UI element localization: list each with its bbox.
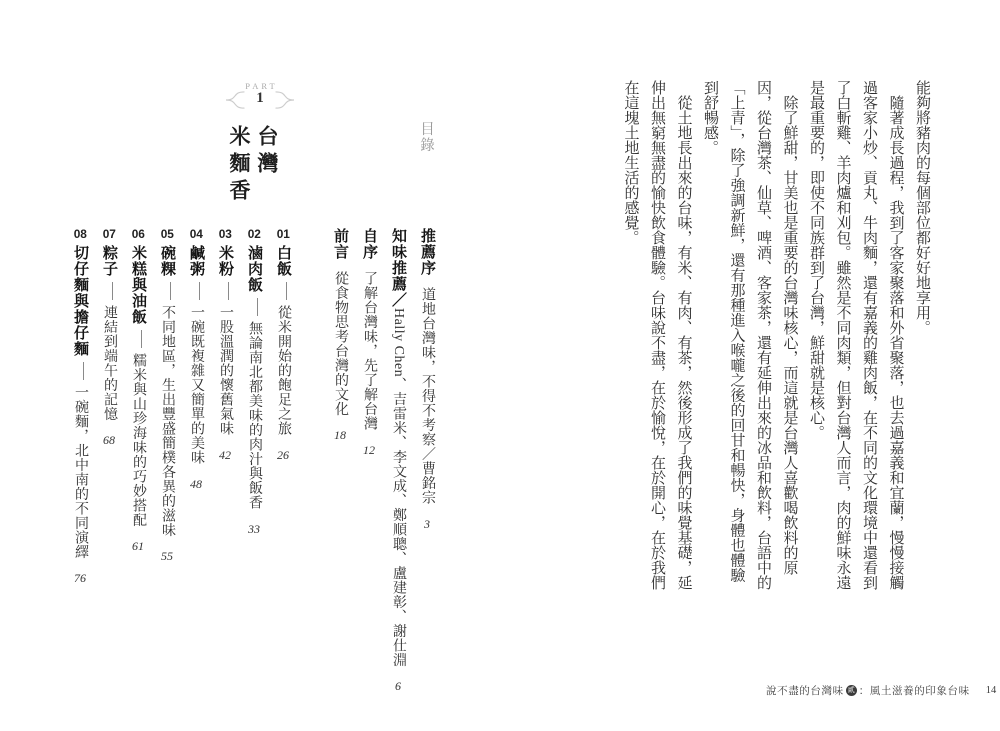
- chapter-page: 61: [132, 540, 144, 552]
- toc-entry-desc: 道地台灣味，不得不考察／曹銘宗: [420, 287, 435, 505]
- toc-entry-foreword: [332, 228, 348, 728]
- toc-entry-self-preface: [361, 228, 377, 728]
- paragraph: 能夠將豬肉的每個部位都好好地享用。: [914, 80, 930, 335]
- chapter-title: 鹹粥: [188, 245, 205, 277]
- toc-entry-page: 12: [363, 443, 375, 456]
- toc-entry-desc: 了解台灣味，先了解台灣: [362, 271, 377, 431]
- dash-leader: [199, 282, 200, 300]
- part-badge: [225, 81, 295, 106]
- chapter-number: 03: [218, 228, 232, 240]
- chapter-desc: 從米開始的飽足之旅: [276, 305, 291, 436]
- chapter-title: 米糕與油飯: [130, 245, 147, 325]
- toc-entry-chapter-05: [159, 228, 175, 728]
- toc-entry-chapter-02: [246, 228, 262, 728]
- toc-entry-label: 自序: [361, 228, 378, 260]
- chapter-title: 米粉: [217, 245, 234, 277]
- toc-list: [45, 228, 435, 728]
- preface-text: [590, 80, 935, 590]
- chapter-desc: 一碗麵，北中南的不同演繹: [73, 385, 88, 559]
- toc-entry-desc: Hally Chen、吉雷米、李文成、鄭順聰、盧建彰、謝仕淵: [391, 308, 406, 668]
- chapter-desc: 糯米與山珍海味的巧妙搭配: [131, 353, 146, 527]
- dash-leader: [170, 282, 171, 300]
- part-title-line2: 米麵香: [227, 125, 251, 206]
- dash-leader: [141, 330, 142, 348]
- toc-entry-label: 知味推薦／: [390, 228, 407, 308]
- chapter-number: 06: [131, 228, 145, 240]
- toc-entry-chapter-01: [275, 228, 291, 728]
- footer-book-title: 說不盡的台灣味: [766, 685, 844, 697]
- chapter-title: 粽子: [101, 245, 118, 277]
- toc-entry-page: 3: [424, 517, 430, 530]
- part-label: PART: [245, 81, 278, 91]
- toc-entry-chapter-04: [188, 228, 204, 728]
- toc-entry-label: 推薦序: [419, 228, 436, 276]
- dash-leader: [286, 282, 287, 300]
- chapter-desc: 無論南北都美味的肉汁與飯香: [247, 321, 262, 510]
- chapter-page: 55: [161, 550, 173, 562]
- chapter-desc: 一碗既複雜又簡單的美味: [189, 305, 204, 465]
- page-number: 14: [985, 684, 997, 696]
- chapter-page: 26: [277, 448, 289, 461]
- paragraph: 隨著成長過程，我到了客家聚落和外省聚落，也去過嘉義和宜蘭，慢慢接觸過客家小炒、貢丸、牛肉麵，還有嘉義的雞肉飯，在不同的文化環境中還看到了白斬雞、羊肉爐和刈包。雖然是不同肉類，但對台灣人而言，肉的鮮味永遠是最重要的，即使不同族群到了台灣，鮮甜就是核心。: [808, 80, 904, 590]
- paragraph: 從土地長出來的台味，有米、有肉、有茶，然後形成了我們的味覺基礎，延伸出無窮無盡的愉快飲食體驗。台味說不盡，在於愉悅，在於開心，在於我們在這塊土地生活的感覺。: [622, 80, 692, 590]
- dash-leader: [112, 282, 113, 300]
- chapter-page: 42: [219, 448, 231, 461]
- chapter-page: 76: [74, 572, 86, 584]
- chapter-title: 切仔麵與擔仔麵: [72, 245, 89, 357]
- chapter-desc: 連結到端午的記憶: [102, 305, 117, 421]
- volume-badge-icon: 貳: [847, 686, 855, 694]
- chapter-desc: 一股溫潤的懷舊氣味: [218, 305, 233, 436]
- dash-leader: [83, 362, 84, 380]
- toc-entry-chapter-06: [130, 228, 146, 728]
- footer-book-subtitle: ：風土滋養的印象台味: [858, 685, 970, 697]
- toc-entry-page: 6: [395, 680, 401, 693]
- dash-leader: [257, 298, 258, 316]
- toc-heading: 目錄: [418, 121, 434, 153]
- chapter-number: 08: [73, 228, 87, 240]
- chapter-number: 07: [102, 228, 116, 240]
- part-ornament-left-icon: [225, 91, 245, 109]
- toc-entry-label: 前言: [332, 228, 349, 260]
- toc-entry-chapter-03: [217, 228, 233, 728]
- chapter-page: 68: [103, 434, 115, 446]
- running-footer: [766, 683, 996, 697]
- dash-leader: [228, 282, 229, 300]
- chapter-number: 05: [160, 228, 174, 240]
- chapter-title: 碗粿: [159, 245, 176, 277]
- chapter-number: 01: [276, 228, 290, 240]
- part-title-line1: 台灣: [255, 125, 279, 179]
- chapter-desc: 不同地區，生出豐盛簡樸各異的滋味: [160, 305, 175, 537]
- chapter-page: 33: [248, 522, 260, 535]
- chapter-page: 48: [190, 477, 202, 490]
- toc-entry-page: 18: [334, 429, 346, 441]
- chapter-number: 04: [189, 228, 203, 240]
- toc-entry-endorsements: [390, 228, 406, 728]
- part-ornament-right-icon: [275, 91, 295, 109]
- part-number: 1: [256, 90, 264, 106]
- toc-entry-chapter-07: [101, 228, 117, 728]
- chapter-number: 02: [247, 228, 261, 240]
- chapter-title: 滷肉飯: [246, 245, 263, 293]
- toc-entry-desc: 從食物思考台灣的文化: [333, 271, 348, 416]
- part-title: [225, 125, 281, 206]
- chapter-title: 白飯: [275, 245, 292, 277]
- toc-entry-chapter-08: [72, 228, 88, 728]
- paragraph: 除了鮮甜，甘美也是重要的台灣味核心，而這就是台灣人喜歡喝飲料的原因，從台灣茶、仙草、啤酒、客家茶，還有延伸出來的冰品和飲料，台語中的「上青」，除了強調新鮮，還有那種進入喉嚨之後的回甘和暢快，身體也體驗到舒暢感。: [702, 80, 798, 590]
- toc-entry-recommend-preface: [419, 228, 435, 728]
